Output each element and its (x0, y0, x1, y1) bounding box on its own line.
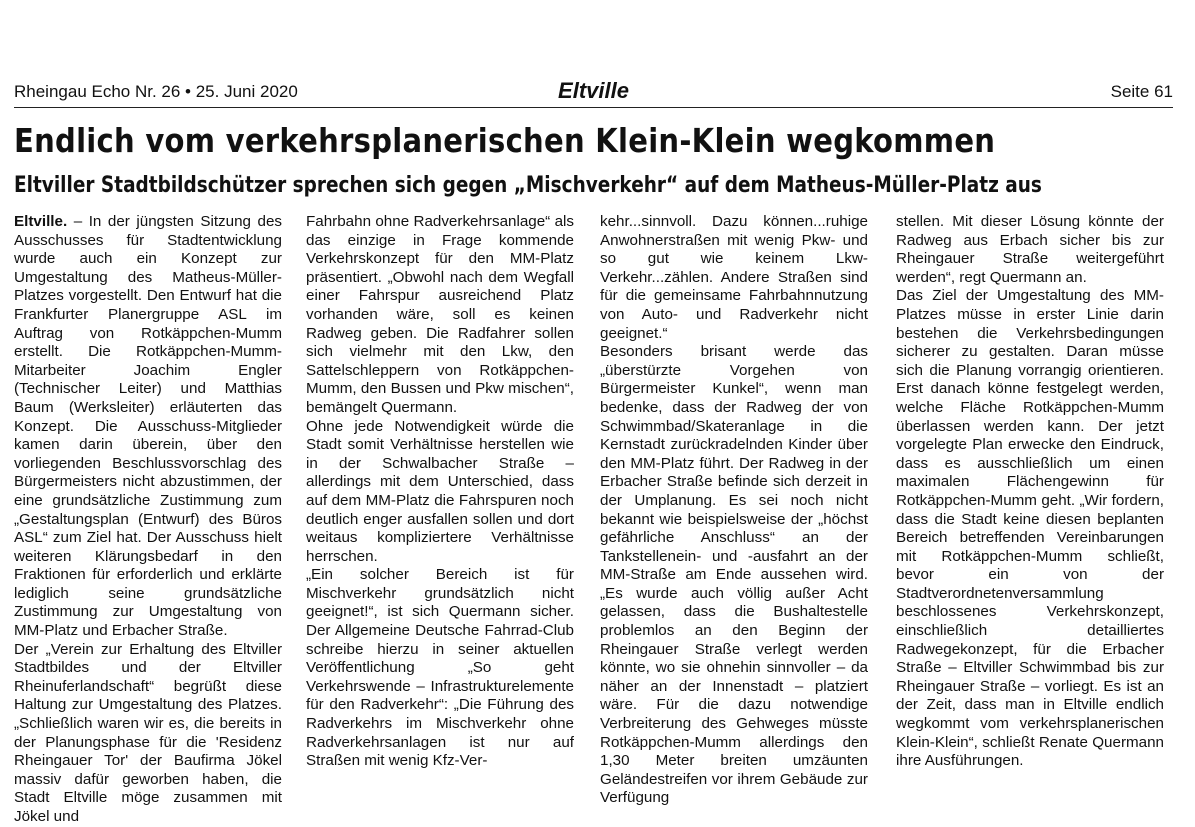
paragraph: kehr...sinnvoll. Dazu können...ruhige Anwohnerstraßen mit wenig Pkw- und so gut wie keinem Lkw-Verkehr...zählen. Andere Straßen sind für die gemeinsame Fahrbahnnutzung von Auto- und Radverkehr nicht geeignet.“ (600, 213, 868, 342)
paragraph: Der „Verein zur Erhaltung des Eltviller Stadtbildes und der Eltviller Rheinuferlandschaft“ begrüßt diese Haltung zur Umgestaltung des Platzes. „Schließlich waren wir es, die bereits in der Planungsphase für die 'Residenz Rheingauer Tor' der Baufirma Jökel massiv dafür geworben haben, die Stadt Eltville möge zusammen mit Jökel und (14, 640, 282, 825)
article-headline: Endlich vom verkehrsplanerischen Klein-Klein wegkommen (14, 121, 996, 160)
article-column-2 (306, 213, 574, 790)
paragraph: Das Ziel der Umgestaltung des MM-Platzes müsse in erster Linie darin bestehen die Verkehrsbedingungen sicherer zu gestalten. Daran müsse sich die Planung vorrangig orientieren. Erst danach könne festgelegt werden, welche Fläche Rotkäppchen-Mumm überlassen werden kann. Der jetzt vorgelegte Plan erwecke den Eindruck, dass es ausschließlich um einen maximalen Flächengewinn für Rotkäppchen-Mumm geht. „Wir fordern, dass die Stadt keine diesen beplanten Bereich betreffenden Vereinbarungen mit Rotkäppchen-Mumm schließt, bevor ein von der Stadtverordnetenversammlung beschlossenes Verkehrskonzept, einschließlich detailliertes Radwegekonzept, für die Erbacher Straße – Eltviller Schwimmbad bis zur Rheingauer Straße – vorliegt. Es ist an der Zeit, dass man in Eltville endlich wegkommt vom verkehrsplanerischen Klein-Klein“, schließt Renate Quermann ihre Ausführungen. (896, 287, 1164, 770)
paragraph: „Ein solcher Bereich ist für Mischverkehr grundsätzlich nicht geeignet!“, ist sich Quermann sicher. Der Allgemeine Deutsche Fahrrad-Club schreibe hierzu in seiner aktuellen Veröffentlichung „So geht Verkehrswende – Infrastrukturelemente für den Radverkehr“: „Die Führung des Radverkehrs im Mischverkehr ohne Radverkehrsanlagen ist nur auf Straßen mit wenig Kfz-Ver- (306, 566, 574, 770)
article-column-4 (896, 213, 1164, 790)
paragraph: Ohne jede Notwendigkeit würde die Stadt somit Verhältnisse herstellen wie in der Schwalbacher Straße – allerdings mit dem Unterschied, dass auf dem MM-Platz die Fahrspuren noch deutlich enger ausfallen sollen und dort weitaus kompliziertere Verhältnisse herrschen. (306, 417, 574, 565)
page-header (14, 80, 1173, 108)
dateline: Eltville. (14, 213, 68, 230)
article-column-1 (14, 213, 282, 825)
section-title: Eltville (558, 78, 629, 103)
article-body (14, 213, 1181, 825)
paragraph: stellen. Mit dieser Lösung könnte der Radweg aus Erbach sicher bis zur Rheingauer Straße weitergeführt werden“, regt Quermann an. (896, 213, 1164, 286)
page-number: Seite 61 (1110, 82, 1173, 101)
article-subheadline: Eltviller Stadtbildschützer sprechen sich gegen „Mischverkehr“ auf dem Matheus-Müller-Platz aus (14, 173, 1042, 198)
paragraph: Fahrbahn ohne Radverkehrsanlage“ als das einzige in Frage kommende Verkehrskonzept für den MM-Platz präsentiert. „Obwohl nach dem Wegfall einer Fahrspur ausreichend Platz vorhanden wäre, soll es keinen Radweg geben. Die Radfahrer sollen sich vielmehr mit den Lkw, den Sattelschleppern von Rotkäppchen-Mumm, den Bussen und Pkw mischen“, bemängelt Quermann. (306, 213, 574, 416)
article-column-3 (600, 213, 868, 807)
paragraph: Besonders brisant werde das „überstürzte Vorgehen von Bürgermeister Kunkel“, wenn man bedenke, dass der Radweg der von Schwimmbad/Skateranlage in die Kernstadt zurückradelnden Kinder über den MM-Platz führt. Der Radweg in der Erbacher Straße befinde sich derzeit in der Umplanung. Es sei noch nicht bekannt wie beispielsweise der „höchst gefährliche Anschluss“ an der Tankstellenein- und -ausfahrt an der MM-Straße am Ende aussehen wird. „Es wurde auch völlig außer Acht gelassen, dass die Bushaltestelle problemlos an den Beginn der Rheingauer Straße verlegt werden könnte, wo sie ohnehin sinnvoller – da näher an der Innenstadt – platziert wäre. Für die dazu notwendige Verbreiterung des Gehweges müsste Rotkäppchen-Mumm allerdings den 1,30 Meter breiten umzäunten Geländestreifen vor ihrem Gebäude zur Verfügung (600, 343, 868, 807)
publication-info: Rheingau Echo Nr. 26 • 25. Juni 2020 (14, 82, 298, 101)
paragraph-text: – In der jüngsten Sitzung des Ausschusses für Stadtentwicklung wurde auch ein Konzept zur Umgestaltung des Matheus-Müller-Platzes vorgestellt. Den Entwurf hat die Frankfurter Planergruppe ASL im Auftrag von Rotkäppchen-Mumm erstellt. Die Rotkäppchen-Mumm-Mitarbeiter Joachim Engler (Technischer Leiter) und Matthias Baum (Werksleiter) erläuterten das Konzept. Die Ausschuss-Mitglieder kamen darin überein, über den vorliegenden Beschlussvorschlag des Bürgermeisters nicht abzustimmen, der eine grundsätzliche Zustimmung zum „Gestaltungsplan (Entwurf) des Büros ASL“ zum Ziel hat. Der Ausschuss hielt weiteren Klärungsbedarf in den Fraktionen für erforderlich und erklärte lediglich seine grundsätzliche Zustimmung zur Umgestaltung von MM-Platz und Erbacher Straße. (14, 213, 282, 640)
paragraph (14, 213, 282, 641)
